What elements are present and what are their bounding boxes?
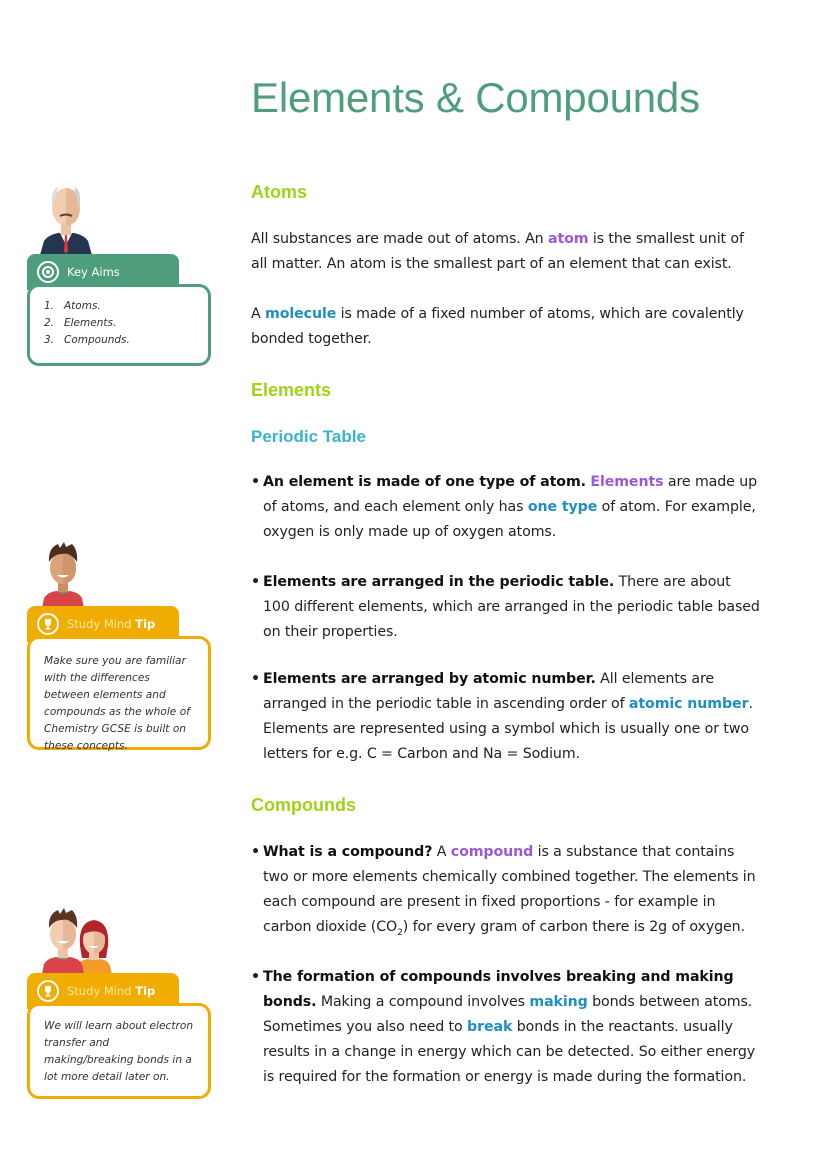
key-aim-item: 2. Elements. (44, 317, 117, 329)
trophy-icon (37, 980, 59, 1002)
page-title: Elements & Compounds (251, 74, 700, 121)
section-heading-elements: Elements (251, 380, 332, 400)
keyword-atomic-number: atomic number (628, 696, 749, 712)
student-avatar (40, 540, 86, 608)
keyword-compound: compound (450, 844, 534, 860)
students-avatar (40, 906, 114, 974)
bullet-item: • The formation of compounds involves breaking and making bonds. Making a compound involves making bonds between atoms. Sometimes you also need to break bonds in the reactants. usually results in a change in energy which can be detected. So either energy is required for the formation or energy is made during the formation. (251, 969, 756, 1085)
keyword-one-type: one type (527, 499, 598, 515)
study-tip-text: We will learn about electron transfer and making/breaking bonds in a lot more detail later on. (27, 1003, 211, 1099)
study-tip-text: Make sure you are familiar with the differences between elements and compounds as the whole of Chemistry GCSE is built on these concepts. (27, 636, 211, 750)
atoms-paragraph-1: All substances are made out of atoms. An atom is the smallest unit of all matter. An atom is the smallest part of an element that can exist. (251, 231, 744, 272)
bullet-item: • Elements are arranged by atomic number. All elements are arranged in the periodic table in ascending order of atomic number. Elements are represented using a symbol which is usually one or two letters for e.g. C = Carbon and Na = Sodium. (251, 671, 753, 762)
teacher-avatar (38, 183, 94, 255)
key-aims-list (44, 298, 196, 349)
trophy-icon (37, 613, 59, 635)
keyword-molecule: molecule (265, 306, 337, 322)
key-aim-item: 3. Compounds. (44, 334, 130, 346)
bullet-item: • Elements are arranged in the periodic table. There are about 100 different elements, which are arranged in the periodic table based on their properties. (251, 574, 760, 640)
study-tip-label: Study Mind Tip (67, 617, 156, 631)
keyword-break: break (467, 1019, 513, 1035)
target-icon (37, 261, 59, 283)
key-aim-item: 1. Atoms. (44, 300, 101, 312)
section-heading-atoms: Atoms (251, 182, 308, 202)
subheading-periodic-table: Periodic Table (251, 427, 366, 446)
keyword-atom: atom (547, 231, 589, 247)
key-aims-label: Key Aims (67, 265, 120, 279)
key-aims-body (27, 284, 211, 366)
section-heading-compounds: Compounds (251, 795, 356, 815)
bullet-item: • An element is made of one type of atom. Elements are made up of atoms, and each element only has one type of atom. For example, oxygen is only made up of oxygen atoms. (251, 474, 758, 540)
study-tip-label: Study Mind Tip (67, 984, 156, 998)
keyword-making: making (529, 994, 588, 1010)
keyword-elements: Elements (590, 474, 664, 490)
bullet-item: • What is a compound? A compound is a substance that contains two or more elements chemically combined together. The elements in each compound are present in fixed proportions - for example in carbon dioxide $(CO_2)$ for every gram of carbon there is 2g of oxygen. (251, 844, 756, 938)
atoms-paragraph-2: A molecule is made of a fixed number of atoms, which are covalently bonded together. (251, 306, 744, 347)
